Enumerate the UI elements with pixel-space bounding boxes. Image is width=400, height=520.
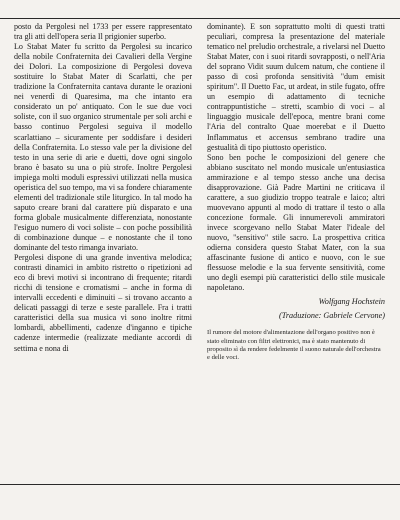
left-paragraph-3: Pergolesi dispone di una grande inventiva melodica; contrasti dinamici in ambito ristretto o ripetizioni ad eco di brevi motivi si incontrano di frequente; ritardi ricchi di tensione e cromatismi – anche in forma di intervalli eccedenti e diminuiti – si trovano accanto a delicati passaggi di terze e seste parallele. Fra i tratti caratteristici della sua musica vi sono inoltre ritmi lombardi, abbellimenti, cadenze d'inganno e tipiche cadenze intermedie (realizzate mediante accordi di settima e nona di [14, 253, 192, 353]
bottom-rule [0, 484, 400, 485]
translator-credit: (Traduzione: Gabriele Cervone) [279, 311, 385, 321]
left-column [14, 22, 192, 354]
right-column [207, 22, 385, 363]
recording-note: Il rumore del motore d'alimentazione dell'organo positivo non è stato eliminato con filtri elettronici, ma è stato mantenuto di proposito sì da rendere fedelmente il suono naturale dell'orchestra e delle voci. [207, 329, 381, 362]
left-paragraph-2: Lo Stabat Mater fu scritto da Pergolesi su incarico della nobile Confraternita dei Cavalieri della Vergine dei Dolori. La composizione di Pergolesi doveva sostituire lo Stabat Mater di Scarlatti, che per tradizione la Confraternita cantava durante le orazioni nei venerdì di Quaresima, ma che intanto era considerato un po' antiquato. Con le sue due voci soliste, con il suo organico strumentale per soli archi e basso continuo Pergolesi seguiva il modello scarlattiano – sicuramente per soddisfare i desideri della Confraternita. Lo stesso vale per la divisione del testo in una serie di arie e duetti, dove ogni singolo brano è basato su una o più strofe. Inoltre Pergolesi impiega molti moduli espressivi utilizzati nella musica operistica del suo tempo, ma vi sa fondere chiaramente elementi del tradizionale stile liturgico. In tal modo ha saputo creare brani dal carattere più disparato e una forma globale musicalmente differenziata, nonostante l'esiguo numero di voci soliste – con poche possibilità di combinazione dunque – e nonostante che il tono dominante del testo rimanga invariato. [14, 42, 192, 253]
top-rule [0, 18, 400, 19]
right-paragraph-2: Sono ben poche le composizioni del genere che abbiano suscitato nel mondo musicale un'entusiastica ammirazione e al tempo stesso anche una decisa disapprovazione. Già Padre Martini ne criticava il carattere, a suo giudizio troppo teatrale e laico; altri muovevano appunti al modo di trattare il testo o alla concezione formale. Gli innumerevoli ammiratori invece scorgevano nello Stabat Mater l'ideale del nuovo, "sensitivo" stile sacro. La prospettiva critica odierna considera questo Stabat Mater, con la sua affascinante fusione di antico e nuovo, con le sue flessuose melodie e la sua fervente sensitività, come uno degli esempi più caratteristici dello stile musicale napoletano. [207, 152, 385, 293]
left-paragraph-1: posto da Pergolesi nel 1733 per essere rappresentato tra gli atti dell'opera seria Il prigionier superbo. [14, 22, 192, 42]
author-signature: Wolfgang Hochstein [318, 297, 385, 307]
right-paragraph-1: dominante). E son soprattutto molti di questi tratti peculiari, compresa la presentazione del materiale tematico nel preludio orchestrale, a rivelarsi nel Duetto Stabat Mater, con i suoi ritardi sovrapposti, o nell'Aria del soprano Vidit suum dulcem natum, che contiene il passo di così profonda sensitività "dum emisit spiritum". Il Duetto Fac, ut ardeat, in stile fugato, offre un esempio di adattamento di tecniche contrappuntistiche – stretti, scambio di voci – al linguaggio musicale dell'epoca, mentre brani come l'Aria del contralto Quae moerebat e il Duetto Inflammatus et accensus sembrano tradire una gestualità di tipo piuttosto operistico. [207, 22, 385, 152]
